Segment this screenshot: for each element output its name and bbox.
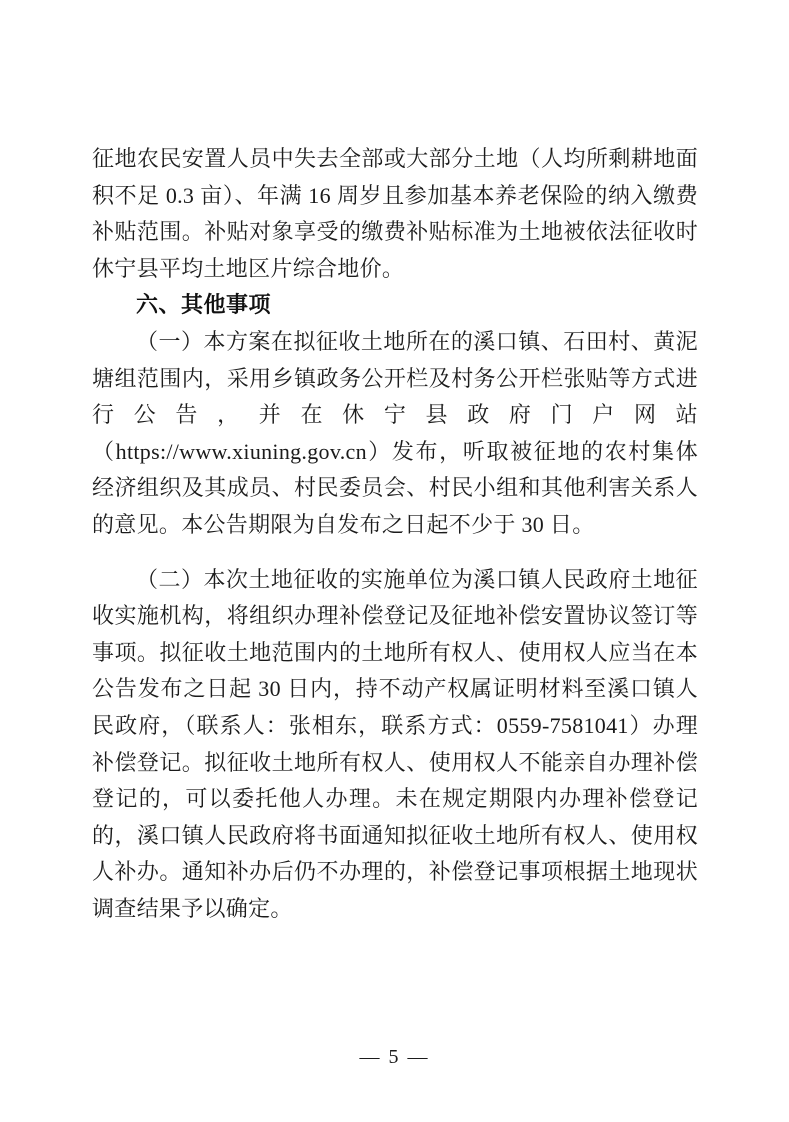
paragraph-item-two: （二）本次土地征收的实施单位为溪口镇人民政府土地征收实施机构，将组织办理补偿登记及征地补偿安置协议签订等事项。拟征收土地范围内的土地所有权人、使用权人应当在本公告发布之日起 30 日内，持不动产权属证明材料至溪口镇人民政府，（联系人：张相东，联系方式：0559-7581041）办理补偿登记。拟征收土地所有权人、使用权人不能亲自办理补偿登记的，可以委托他人办理。未在规定期限内办理补偿登记的，溪口镇人民政府将书面通知拟征收土地所有权人、使用权人补办。通知补办后仍不办理的，补偿登记事项根据土地现状调查结果予以确定。 — [92, 566, 698, 921]
document-body — [92, 141, 698, 927]
page-footer — [0, 1046, 789, 1069]
paragraph-continuation: 征地农民安置人员中失去全部或大部分土地（人均所剩耕地面积不足 0.3 亩）、年满 16 周岁且参加基本养老保险的纳入缴费补贴范围。补贴对象享受的缴费补贴标准为土地被依法征收时休宁县平均土地区片综合地价。 — [92, 146, 698, 281]
section-heading-other-matters: 六、其他事项 — [136, 292, 272, 318]
paragraph-item-one: （一）本方案在拟征收土地所在的溪口镇、石田村、黄泥塘组范围内，采用乡镇政务公开栏及村务公开栏张贴等方式进行公告，并在休宁县政府门户网站（https://www.xiuning.gov.cn）发布，听取被征地的农村集体经济组织及其成员、村民委员会、村民小组和其他利害关系人的意见。本公告期限为自发布之日起不少于 30 日。 — [92, 328, 698, 537]
page-number: — 5 — — [359, 1046, 430, 1068]
